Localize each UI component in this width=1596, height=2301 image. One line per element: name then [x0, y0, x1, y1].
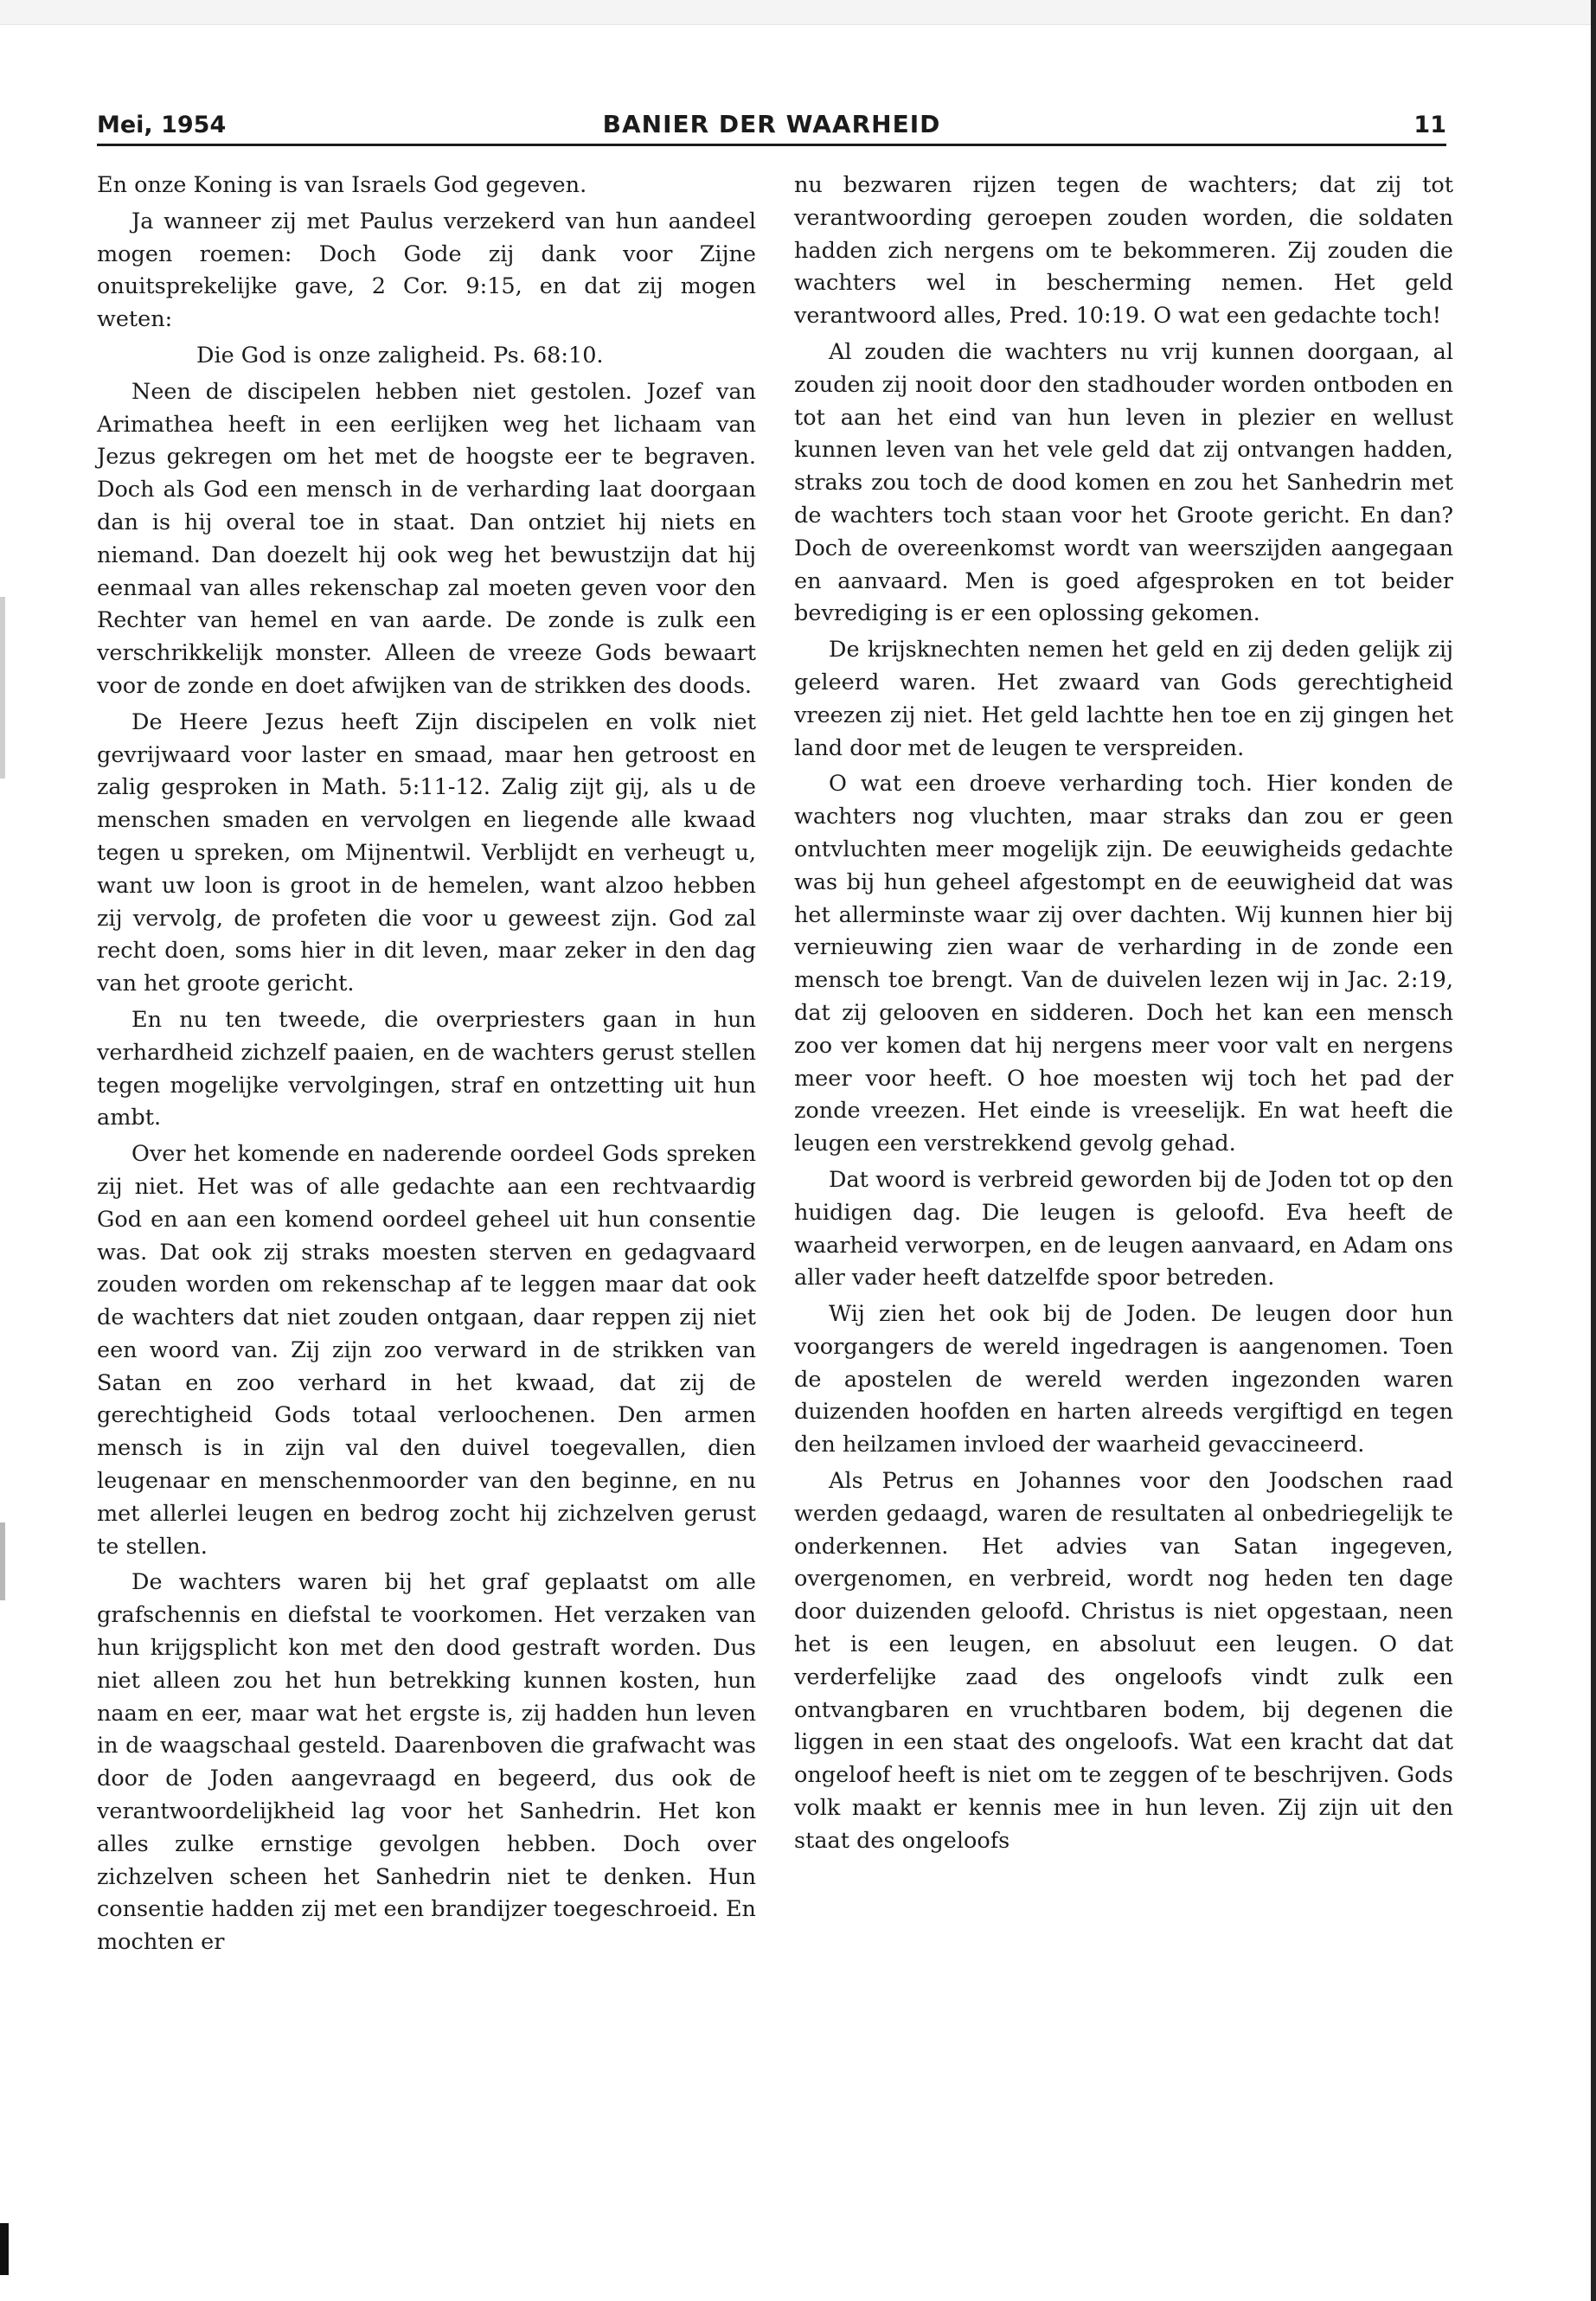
- left-column: [97, 170, 756, 1963]
- scan-border-right: [1591, 0, 1596, 2301]
- paragraph: Dat woord is verbreid geworden bij de Joden tot op den huidigen dag. Die leugen is geloofd. Eva heeft de waarheid verworpen, en de leugen aanvaard, en Adam ons aller vader heeft datzelfde spoor betreden.: [794, 1166, 1453, 1292]
- scan-border-top: [0, 0, 1596, 25]
- paragraph: En nu ten tweede, die overpriesters gaan in hun verhardheid zichzelf paaien, en de wachters gerust stellen tegen mogelijke vervolgingen, straf en ontzetting uit hun ambt.: [97, 1006, 756, 1131]
- paragraph: Neen de discipelen hebben niet gestolen. Jozef van Arimathea heeft in een eerlijken weg het lichaam van Jezus gekregen om het met de hoogste eer te begraven. Doch als God een mensch in de verharding laat doorgaan dan is hij overal toe in staat. Dan ontziet hij niets en niemand. Dan doezelt hij ook weg het bewustzijn dat hij eenmaal van alles rekenschap zal moeten geven voor den Rechter van hemel en van aarde. De zonde is zulk een verschrikkelijk monster. Alleen de vreeze Gods bewaart voor de zonde en doet afwijken van de strikken des doods.: [97, 378, 756, 699]
- page-number: 11: [1413, 112, 1446, 138]
- paragraph: De wachters waren bij het graf geplaatst om alle grafschennis en diefstal te voorkomen. Het verzaken van hun krijgsplicht kon met den dood gestraft worden. Dus niet alleen zou het hun betrekking kunnen kosten, hun naam en eer, maar wat het ergste is, zij hadden hun leven in de waagschaal gesteld. Daarenboven die grafwacht was door de Joden aangevraagd en begeerd, dus ook de verantwoordelijkheid lag voor het Sanhedrin. Het kon alles zulke ernstige gevolgen hebben. Doch over zichzelven scheen het Sanhedrin niet te denken. Hun consentie hadden zij met een brandijzer toegeschroeid. En mochten er: [97, 1569, 756, 1956]
- paragraph: O wat een droeve verharding toch. Hier konden de wachters nog vluchten, maar straks dan zou er geen ontvluchten meer mogelijk zijn. De eeuwigheids gedachte was bij hun geheel afgestompt en de eeuwigheid dat was het allerminste waar zij over dachten. Wij kunnen hier bij vernieuwing zien waar de verharding in de zonde een mensch toe brengt. Van de duivelen lezen wij in Jac. 2:19, dat zij gelooven en sidderen. Doch het kan een mensch zoo ver komen dat hij nergens meer voor valt en nergens meer voor heeft. O hoe moesten wij toch het pad der zonde vreezen. Het einde is vreeselijk. En wat heeft die leugen een verstrekkend gevolg gehad.: [794, 771, 1453, 1157]
- right-column: [794, 170, 1453, 1862]
- scan-mark-left: [0, 2223, 9, 2275]
- running-header: [97, 104, 1446, 146]
- paragraph: Al zouden die wachters nu vrij kunnen doorgaan, al zouden zij nooit door den stadhouder worden ontboden en tot aan het eind van hun leven in plezier en wellust kunnen leven van het vele geld dat zij ontvangen hadden, straks zou toch de dood komen en zou het Sanhedrin met de wachters toch staan voor het Groote gericht. En dan? Doch de overeenkomst wordt van weerszijden aangegaan en aanvaard. Men is goed afgesproken en tot beider bevrediging is er een oplossing gekomen.: [794, 338, 1453, 627]
- paragraph: De Heere Jezus heeft Zijn discipelen en volk niet gevrijwaard voor laster en smaad, maar hen getroost en zalig gesproken in Math. 5:11-12. Zalig zijt gij, als u de menschen smaden en vervolgen en liegende alle kwaad tegen u spreken, om Mijnentwil. Verblijdt en verheugt u, want uw loon is groot in de hemelen, want alzoo hebben zij vervolg, de profeten die voor u geweest zijn. God zal recht doen, soms hier in dit leven, maar zeker in den dag van het groote gericht.: [97, 708, 756, 997]
- paragraph: nu bezwaren rijzen tegen de wachters; dat zij tot verantwoording geroepen zouden worden, die soldaten hadden zich nergens om te bekommeren. Zij zouden die wachters wel in bescherming nemen. Het geld verantwoord alles, Pred. 10:19. O wat een gedachte toch!: [794, 172, 1453, 330]
- paragraph: Ja wanneer zij met Paulus verzekerd van hun aandeel mogen roemen: Doch Gode zij dank voor Zijne onuitsprekelijke gave, 2 Cor. 9:15, en dat zij mogen weten:: [97, 208, 756, 333]
- scan-mark-left: [0, 597, 5, 779]
- paragraph: Over het komende en naderende oordeel Gods spreken zij niet. Het was of alle gedachte aan een rechtvaardig God en aan een komend oordeel geheel uit hun consentie was. Dat ook zij straks moesten sterven en gedagvaard zouden worden om rekenschap af te leggen maar dat ook de wachters dat niet zouden ontgaan, daar reppen zij niet een woord van. Zij zijn zoo verward in de strikken van Satan en zoo verhard in het kwaad, dat zij de gerechtigheid Gods totaal verloochenen. Den armen mensch is in zijn val den duivel toegevallen, dien leugenaar en menschenmoorder van den beginne, en nu met allerlei leugen en bedrog zocht hij zichzelven gerust te stellen.: [97, 1141, 756, 1560]
- paragraph: Wij zien het ook bij de Joden. De leugen door hun voorgangers de wereld ingedragen is aangenomen. Toen de apostelen de wereld werden ingezonden waren duizenden hoofden en harten alreeds vergiftigd en tegen den heilzamen invloed der waarheid gevaccineerd.: [794, 1301, 1453, 1458]
- scripture-quote: Die God is onze zaligheid. Ps. 68:10.: [196, 342, 604, 369]
- paragraph: Als Petrus en Johannes voor den Joodschen raad werden gedaagd, waren de resultaten al onbedriegelijk te onderkennen. Het advies van Satan ingegeven, overgenomen, en verbreid, wordt nog heden ten dage door duizenden geloofd. Christus is niet opgestaan, neen het is een leugen, en absoluut een leugen. O dat verderfelijke zaad des ongeloofs vindt zulk een ontvangbaren en vruchtbaren bodem, bij degenen die liggen in een staat des ongeloofs. Wat een kracht dat dat ongeloof heeft is niet om te zeggen of te beschrijven. Gods volk maakt er kennis mee in hun leven. Zij zijn uit den staat des ongeloofs: [794, 1468, 1453, 1854]
- publication-title: BANIER DER WAARHEID: [602, 110, 941, 138]
- issue-date: Mei, 1954: [97, 112, 227, 138]
- scan-mark-left: [0, 1522, 5, 1600]
- paragraph: En onze Koning is van Israels God gegeven.: [97, 172, 587, 198]
- paragraph: De krijsknechten nemen het geld en zij deden gelijk zij geleerd waren. Het zwaard van Gods gerechtigheid vreezen zij niet. Het geld lachtte hen toe en zij gingen het land door met de leugen te verspreiden.: [794, 637, 1453, 761]
